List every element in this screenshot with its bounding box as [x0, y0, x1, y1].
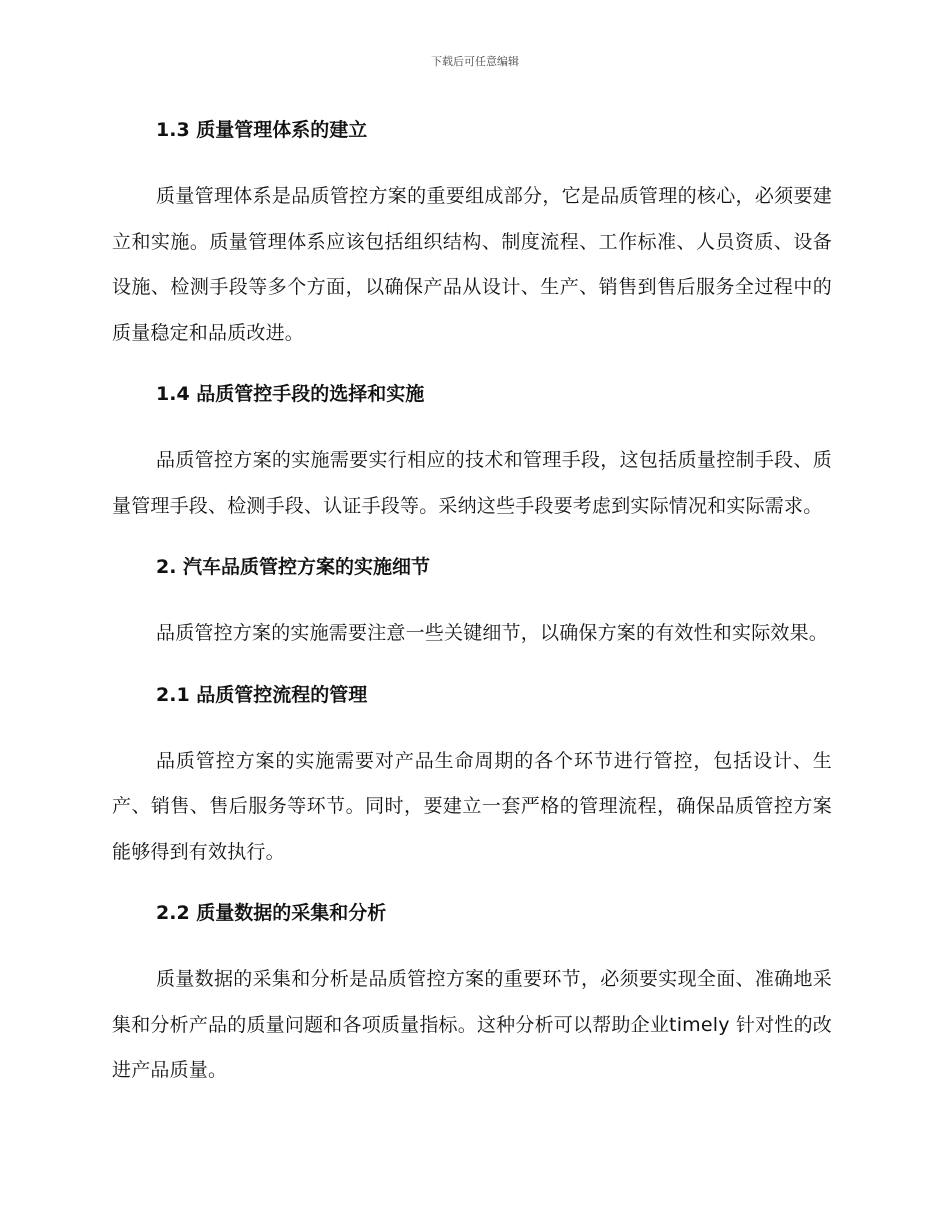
- section-heading-1-3: 1.3 质量管理体系的建立: [156, 119, 368, 141]
- section-heading-2: 2. 汽车品质管控方案的实施细节: [156, 556, 431, 578]
- page-header: 下载后可任意编辑: [431, 55, 519, 68]
- section-paragraph-2-2: 质量数据的采集和分析是品质管控方案的重要环节，必须要实现全面、准确地采集和分析产品的质量问题和各项质量指标。这种分析可以帮助企业timely 针对性的改进产品质量。: [112, 968, 832, 1081]
- document-body: [112, 108, 832, 1110]
- section-paragraph-2: 品质管控方案的实施需要注意一些关键细节，以确保方案的有效性和实际效果。: [156, 622, 829, 644]
- section-paragraph-1-4: 品质管控方案的实施需要实行相应的技术和管理手段，这包括质量控制手段、质量管理手段、检测手段、认证手段等。采纳这些手段要考虑到实际情况和实际需求。: [112, 449, 832, 517]
- section-heading-1-4: 1.4 品质管控手段的选择和实施: [156, 383, 425, 405]
- section-heading-2-1: 2.1 品质管控流程的管理: [156, 683, 368, 706]
- section-paragraph-1-3: 质量管理体系是品质管控方案的重要组成部分，它是品质管理的核心，必须要建立和实施。质量管理体系应该包括组织结构、制度流程、工作标准、人员资质、设备设施、检测手段等多个方面，以确保产品从设计、生产、销售到售后服务全过程中的质量稳定和品质改进。: [112, 185, 832, 344]
- section-heading-2-2: 2.2 质量数据的采集和分析: [156, 902, 387, 924]
- section-paragraph-2-1: 品质管控方案的实施需要对产品生命周期的各个环节进行管控，包括设计、生产、销售、售后服务等环节。同时，要建立一套严格的管理流程，确保品质管控方案能够得到有效执行。: [112, 749, 832, 863]
